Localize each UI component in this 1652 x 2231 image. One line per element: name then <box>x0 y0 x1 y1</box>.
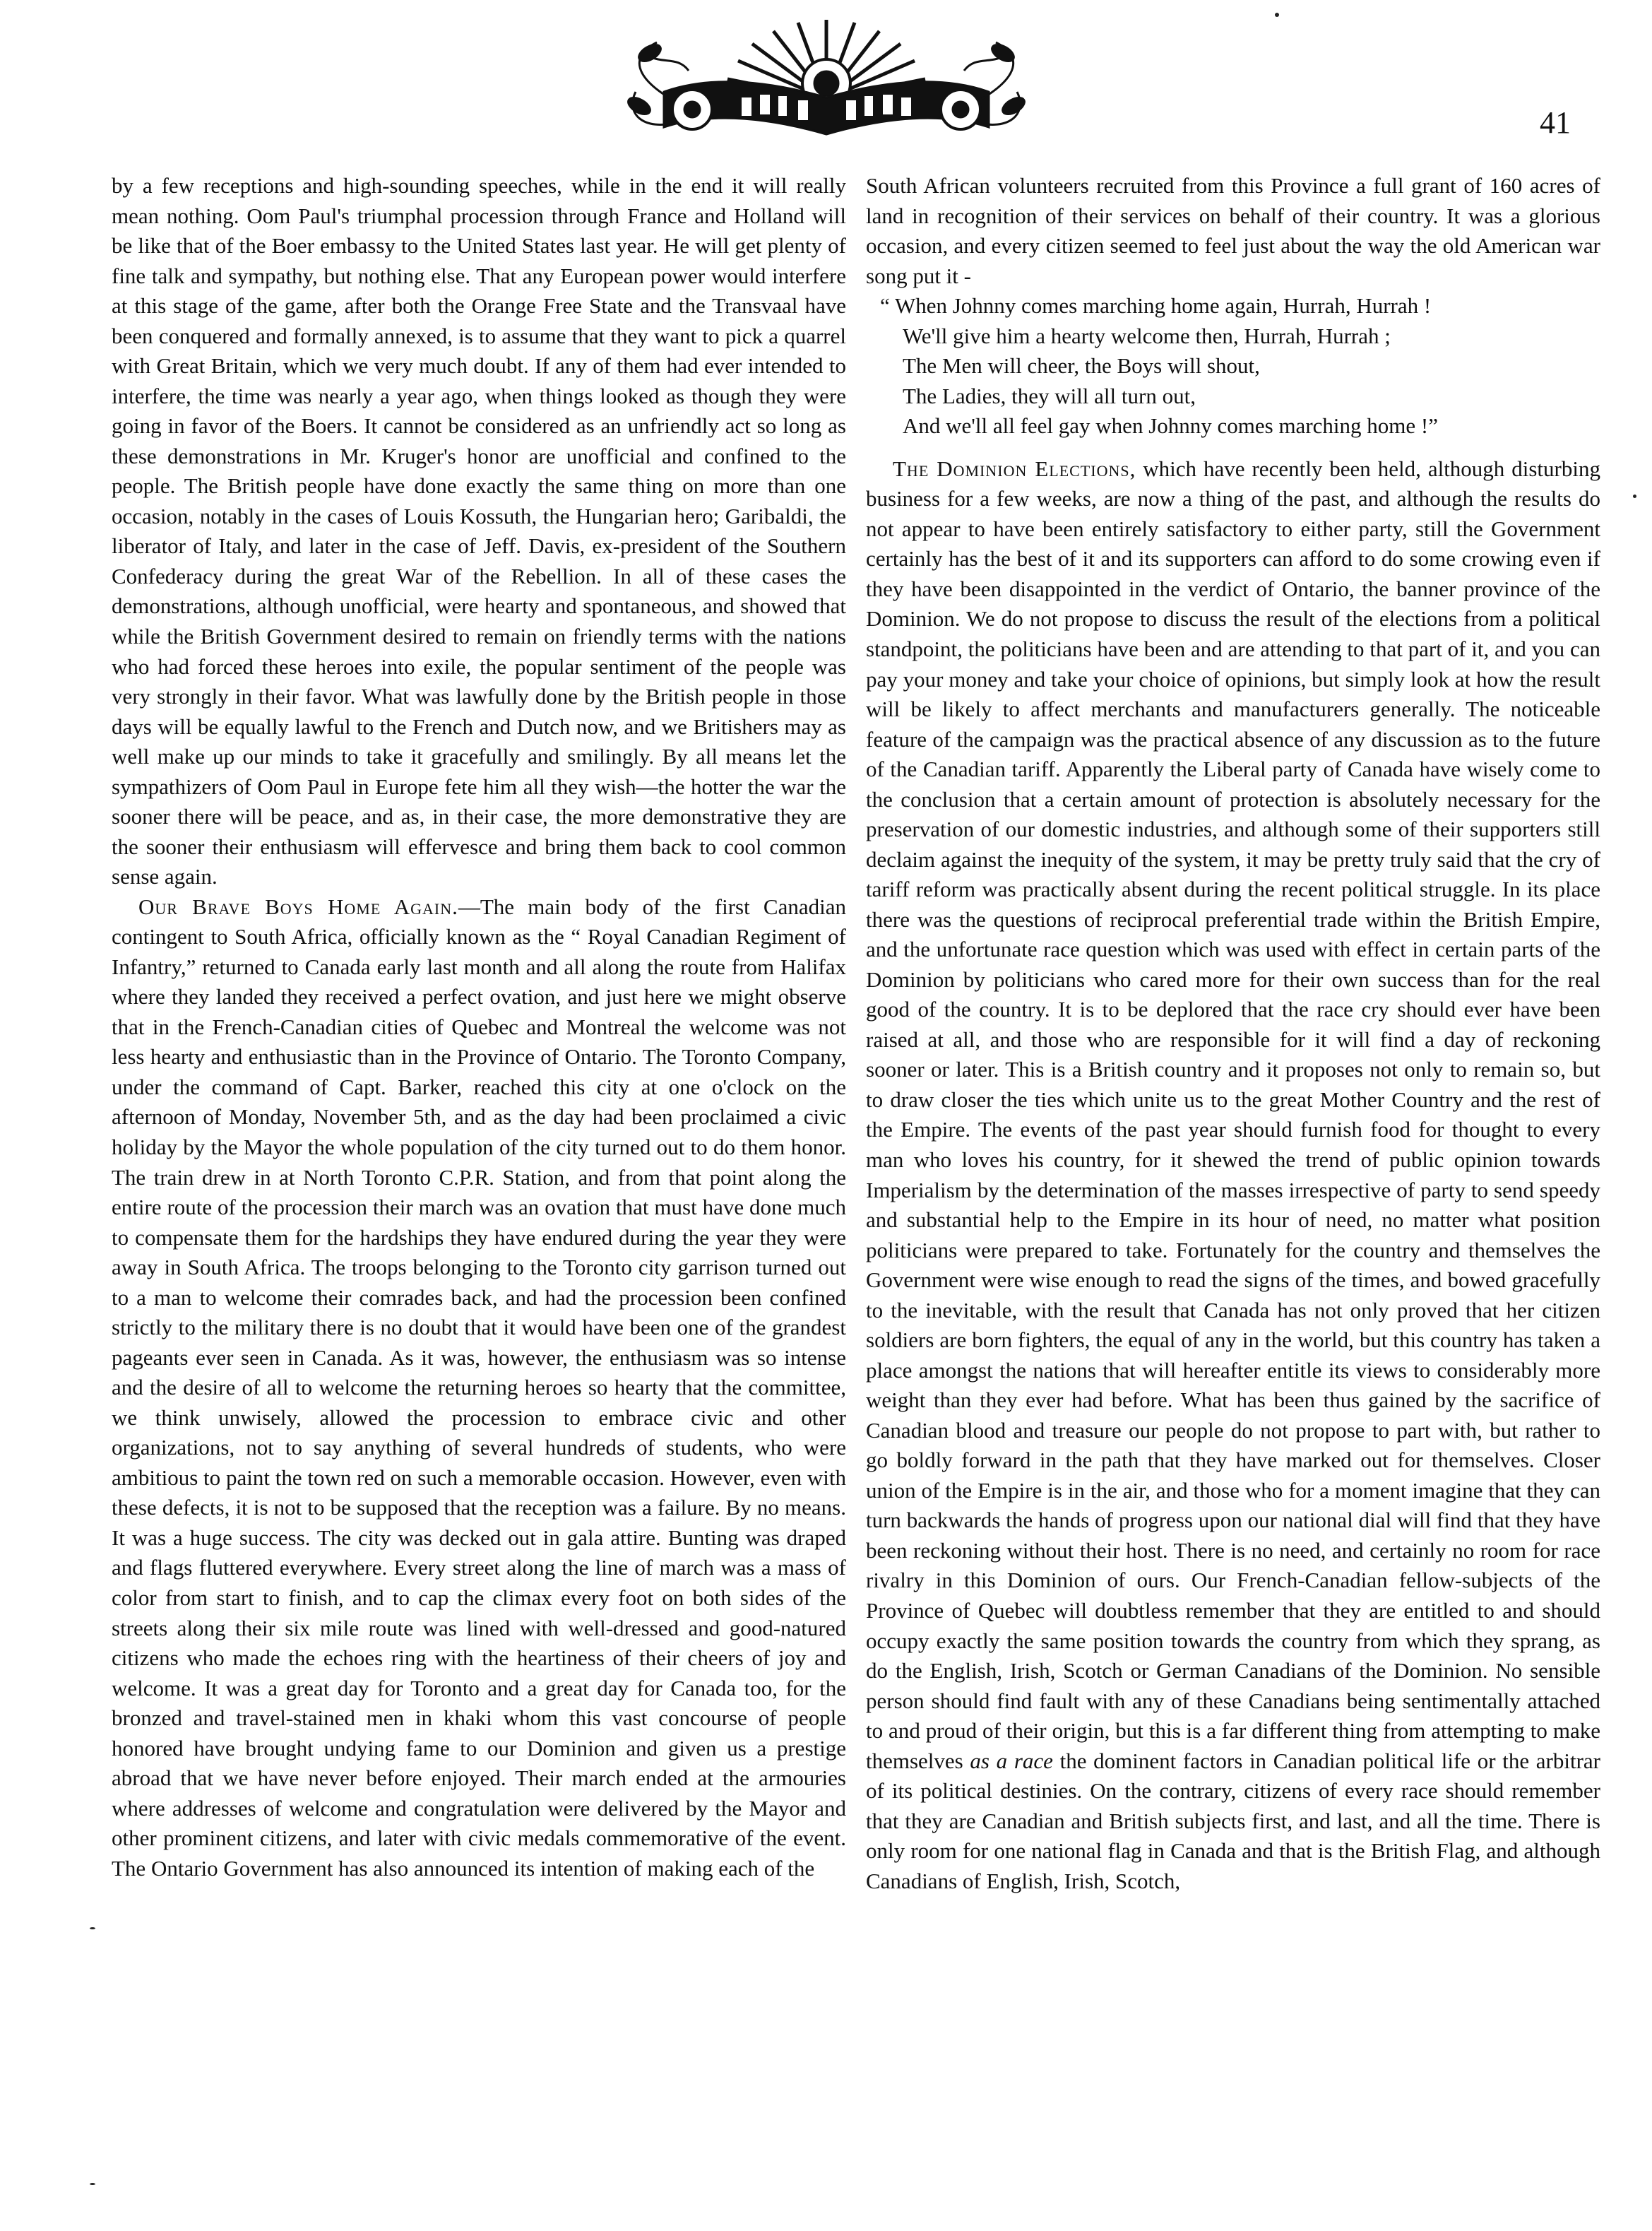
song-verse <box>880 291 1600 442</box>
right-column <box>866 171 1600 1896</box>
verse-line: We'll give him a hearty welcome then, Hurrah, Hurrah ; <box>903 323 1391 348</box>
print-speck <box>90 2183 95 2185</box>
right-paragraph-1: South African volunteers recruited from this Province a full grant of 160 acres of land in recognition of their services on behalf of their country. It was a glorious occasion, and every citizen seemed to feel just about the way the old American war song put it - <box>866 173 1600 288</box>
right-paragraph-2-end: the dominent factors in Canadian political life or the arbitrar of its political destinies. On the contrary, citizens of every race should remember that they are Canadian and British subjects first, and last, and all the time. There is only room for one national flag in Canada and that is the British Flag, and although Canadians of English, Irish, Scotch, <box>866 1748 1600 1893</box>
print-speck <box>90 1927 95 1929</box>
left-paragraph-2 <box>112 892 846 1884</box>
left-paragraph-1: by a few receptions and high-sounding speeches, while in the end it will really mean nothing. Oom Paul's triumphal procession through France and Holland will be like that of the Boer embassy to the United States last year. He will get plenty of fine talk and sympathy, but nothing else. That any European power would interfere at this stage of the game, after both the Orange Free State and the Transvaal have been conquered and formally annexed, is to assume that they want to pick a quarrel with Great Britain, which we very much doubt. If any of them had ever intended to interfere, the time was nearly a year ago, when things looked as though they were going in favor of the Boers. It cannot be considered as an unfriendly act so long as these demonstrations in Mr. Kruger's honor are unofficial and confined to the people. The British people have done exactly the same thing on more than one occasion, notably in the cases of Louis Kossuth, the Hungarian hero; Garibaldi, the liberator of Italy, and later in the case of Jeff. Davis, ex-president of the Southern Confederacy during the great War of the Rebellion. In all of these cases the demonstrations, although unofficial, were hearty and spontaneous, and showed that while the British Government desired to remain on friendly terms with the nations who had forced these heroes into exile, the popular sentiment of the people was very strongly in their favor. What was lawfully done by the British people in those days will be equally lawful to the French and Dutch now, and we Britishers may as well make up our minds to take it gracefully and smilingly. By all means let the sympathizers of Oom Paul in Europe fete him all they wish—the hotter the war the sooner there will be peace, and as, in their case, the more demonstrative they are the sooner their enthusiasm will effervesce and bring them back to cool common sense again. <box>112 173 846 889</box>
verse-line: The Men will cheer, the Boys will shout, <box>903 353 1260 379</box>
verse-line: The Ladies, they will all turn out, <box>903 383 1196 408</box>
right-paragraph-2-body: which have recently been held, although disturbing business for a few weeks, are now a thing of the past, and although the results do not appear to have been entirely satisfactory to either party, still the Government certainly has the best of it and its supporters can afford to do some crowing even if they have been disappointed in the verdict of Ontario, the banner province of the Dominion. We do not propose to discuss the result of the elections from a political standpoint, the politicians have been and are attending to that part of it, and you can pay your money and take your choice of opinions, but simply look at how the result will be likely to affect merchants and manufacturers generally. The noticeable feature of the campaign was the practical absence of any discussion as to the future of the Canadian tariff. Apparently the Liberal party of Canada have wisely come to the conclusion that a certain amount of protection is absolutely necessary for the preservation of our domestic industries, and although some of their supporters still declaim against the inequity of the system, it may be pretty truly said that the cry of tariff reform was practically absent during the recent political struggle. In its place there was the questions of reciprocal preferential trade within the British Empire, and the unfortunate race question which was used with effect in certain parts of the Dominion by politicians who cared more for their own success than for the real good of the country. It is to be deplored that the race cry should ever have been raised at all, and those who are responsible for it will find a day of reckoning sooner or later. This is a British country and it proposes not only to remain so, but to draw closer the ties which unite us to the great Mother Country and the rest of the Empire. The events of the past year should furnish food for thought to every man who loves his country, for it shewed the trend of public opinion towards Imperialism by the determination of the masses irrespective of party to send speedy and substantial help to the Empire in its hour of need, no matter what position politicians were prepared to take. Fortunately for the country and themselves the Government were wise enough to read the signs of the times, and bowed gracefully to the inevitable, with the result that Canada has not only proved that her citizen soldiers are born fighters, the equal of any in the world, but this country has taken a place amongst the nations that will hereafter entitle its views to considerably more weight than they ever had before. What has been thus gained by the sacrifice of Canadian blood and treasure our people do not propose to part with, but rather to go boldly forward in the path that they have marked out for themselves. Closer union of the Empire is in the air, and those who for a moment imagine that they can turn backwards the hands of progress upon our national dial will find that they have been reckoning without their host. There is no need, and certainly no room for race rivalry in this Dominion of ours. Our French-Canadian fellow-subjects of the Province of Quebec will doubtless remember that they are entitled to and should occupy exactly the same position towards the country from which they sprang, as do the English, Irish, Scotch or German Canadians of the Dominion. No sensible person should find fault with any of these Canadians being sentimentally attached to and proud of their origin, but this is a far different thing from attempting to make themselves <box>866 456 1600 1773</box>
print-speck <box>1633 495 1636 498</box>
right-paragraph-2 <box>866 454 1600 1897</box>
section-heading-brave-boys: Our Brave Boys Home Again. <box>138 894 458 919</box>
section-heading-dominion-elections: The Dominion Elections, <box>893 456 1136 481</box>
verse-line: And we'll all feel gay when Johnny comes marching home !” <box>903 413 1438 439</box>
print-speck <box>1275 13 1279 17</box>
masthead-ornament <box>622 14 1031 148</box>
verse-line: “ When Johnny comes marching home again, Hurrah, Hurrah ! <box>880 293 1432 319</box>
left-paragraph-2-body: —The main body of the first Canadian contingent to South Africa, officially known as the “ Royal Canadian Regiment of Infantry,” returned to Canada early last month and all along the route from Halifax where they landed they received a perfect ovation, and just here we might observe that in the French-Canadian cities of Quebec and Montreal the welcome was not less hearty and enthusiastic than in the Province of Ontario. The Toronto Company, under the command of Capt. Barker, reached this city at one o'clock on the afternoon of Monday, November 5th, and as the day had been proclaimed a civic holiday by the Mayor the whole population of the city turned out to do them honor. The train drew in at North Toronto C.P.R. Station, and from that point along the entire route of the procession their march was an ovation that must have done much to compensate them for the hardships they have endured during the year they were away in South Africa. The troops belonging to the Toronto city garrison turned out to a man to welcome their comrades back, and had the procession been confined strictly to the military there is no doubt that it would have been one of the grandest pageants ever seen in Canada. As it was, however, the enthusiasm was so intense and the desire of all to welcome the returning heroes so hearty that the committee, we think unwisely, allowed the procession to embrace civic and other organizations, not to say anything of several hundreds of students, who were ambitious to paint the town red on such a memorable occasion. However, even with these defects, it is not to be supposed that the reception was a failure. By no means. It was a huge success. The city was decked out in gala attire. Bunting was draped and flags fluttered everywhere. Every street along the line of march was a mass of color from start to finish, and to cap the climax every foot on both sides of the streets along their six mile route was lined with well-dressed and good-natured citizens who made the echoes ring with the heartiness of their cheers of joy and welcome. It was a great day for Toronto and a great day for Canada too, for the bronzed and travel-stained men in khaki whom this vast concourse of people honored have brought undying fame to our Dominion and given us a prestige abroad that we have never before enjoyed. Their march ended at the armouries where addresses of welcome and congratulation were delivered by the Mayor and other prominent citizens, and later with civic medals commemorative of the event. The Ontario Government has also announced its intention of making each of the <box>112 894 846 1881</box>
page-number: 41 <box>1540 105 1571 140</box>
left-column <box>112 171 846 1883</box>
right-paragraph-2-italic: as a race <box>970 1748 1053 1773</box>
